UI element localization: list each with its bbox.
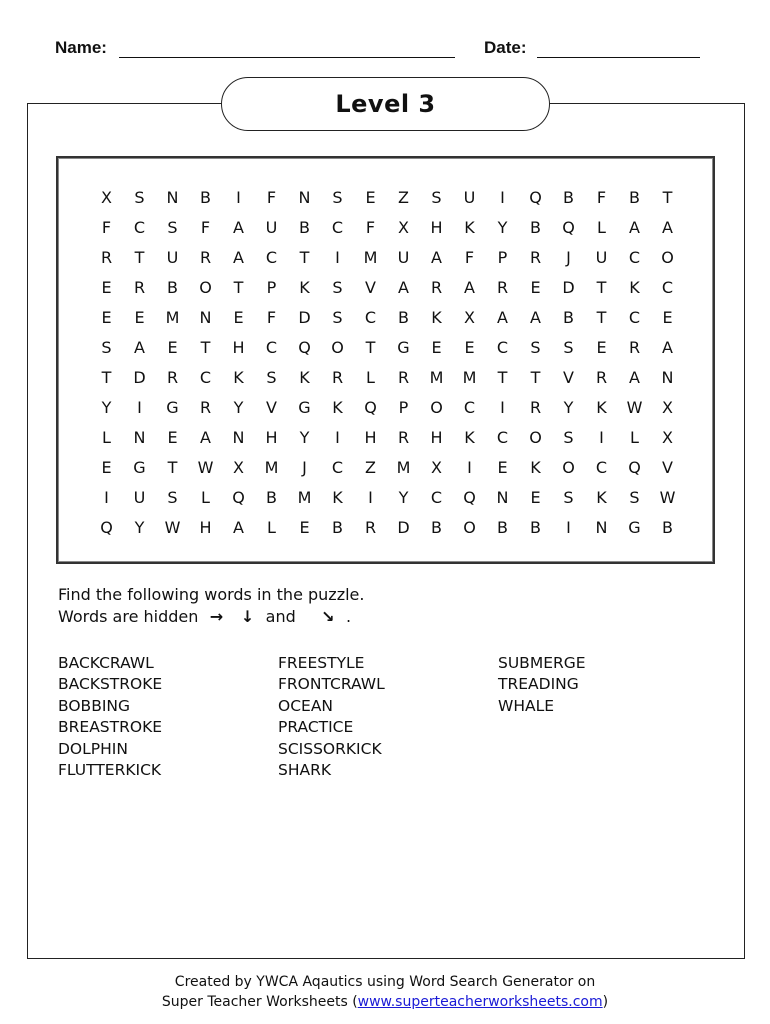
grid-letter[interactable]: C — [628, 308, 641, 327]
grid-letter[interactable]: K — [332, 488, 343, 507]
grid-letter[interactable]: A — [233, 218, 244, 237]
grid-letter[interactable]: N — [496, 488, 509, 507]
grid-letter[interactable]: C — [496, 338, 509, 357]
grid-letter[interactable]: G — [298, 398, 311, 417]
grid-letter[interactable]: F — [596, 188, 607, 207]
grid-letter[interactable]: M — [264, 458, 279, 477]
grid-letter[interactable]: F — [365, 218, 376, 237]
grid-letter[interactable]: E — [365, 188, 376, 207]
grid-letter[interactable]: B — [563, 188, 574, 207]
word-list-item: PRACTICE — [278, 718, 354, 737]
grid-letter[interactable]: O — [199, 278, 212, 297]
grid-letter[interactable]: L — [201, 488, 210, 507]
grid-letter[interactable]: O — [430, 398, 443, 417]
grid-letter[interactable]: I — [137, 398, 142, 417]
grid-letter[interactable]: Q — [298, 338, 311, 357]
grid-letter[interactable]: S — [266, 368, 277, 387]
grid-letter[interactable]: V — [266, 398, 277, 417]
grid-letter[interactable]: S — [563, 428, 574, 447]
grid-letter[interactable]: A — [134, 338, 145, 357]
grid-letter[interactable]: G — [166, 398, 179, 417]
word-list-item: DOLPHIN — [58, 739, 128, 758]
grid-letter[interactable]: D — [298, 308, 311, 327]
grid-letter[interactable]: T — [299, 248, 310, 267]
word-list-item: BACKSTROKE — [58, 675, 163, 694]
grid-letter[interactable]: C — [199, 368, 212, 387]
grid-letter[interactable]: C — [661, 278, 674, 297]
grid-letter[interactable]: C — [364, 308, 377, 327]
grid-letter[interactable]: O — [562, 458, 575, 477]
word-list-item: FREESTYLE — [278, 654, 365, 672]
grid-letter[interactable]: X — [101, 188, 112, 207]
grid-letter[interactable]: E — [530, 488, 541, 507]
word-list-column-1 — [58, 653, 268, 781]
grid-row — [90, 453, 684, 483]
grid-letter[interactable]: E — [167, 428, 178, 447]
grid-letter[interactable]: T — [167, 458, 178, 477]
grid-letter[interactable]: U — [133, 488, 146, 507]
grid-letter[interactable]: N — [199, 308, 212, 327]
grid-letter[interactable]: S — [332, 278, 343, 297]
grid-letter[interactable]: K — [332, 398, 343, 417]
grid-letter[interactable]: R — [397, 368, 410, 387]
grid-letter[interactable]: A — [431, 248, 442, 267]
grid-letter[interactable]: C — [496, 428, 509, 447]
grid-letter[interactable]: J — [566, 248, 571, 267]
grid-letter[interactable]: J — [302, 458, 307, 477]
grid-letter[interactable]: R — [430, 278, 443, 297]
grid-letter[interactable]: X — [233, 458, 244, 477]
grid-letter[interactable]: C — [265, 248, 278, 267]
grid-row — [90, 483, 684, 513]
grid-letter[interactable]: F — [266, 308, 277, 327]
grid-row — [90, 333, 684, 363]
grid-letter[interactable]: K — [431, 308, 442, 327]
grid-letter[interactable]: K — [464, 428, 475, 447]
grid-letter[interactable]: R — [529, 398, 542, 417]
grid-letter[interactable]: R — [364, 518, 377, 537]
grid-letter[interactable]: B — [266, 488, 277, 507]
grid-letter[interactable]: H — [199, 518, 212, 537]
grid-letter[interactable]: E — [497, 458, 508, 477]
header-row — [55, 38, 705, 64]
grid-letter[interactable]: A — [629, 368, 640, 387]
grid-letter[interactable]: A — [233, 248, 244, 267]
grid-letter[interactable]: U — [595, 248, 608, 267]
grid-letter[interactable]: B — [563, 308, 574, 327]
grid-letter[interactable]: P — [266, 278, 277, 297]
grid-letter[interactable]: T — [596, 278, 607, 297]
instructions-line-1: Find the following words in the puzzle. — [58, 585, 365, 604]
grid-letter[interactable]: D — [133, 368, 146, 387]
grid-letter[interactable]: B — [200, 188, 211, 207]
grid-letter[interactable]: O — [463, 518, 476, 537]
grid-letter[interactable]: T — [497, 368, 508, 387]
grid-letter[interactable]: K — [233, 368, 244, 387]
grid-row — [90, 303, 684, 333]
instructions-prefix: Words are hidden — [58, 607, 199, 626]
grid-letter[interactable]: K — [464, 218, 475, 237]
grid-letter[interactable]: Y — [233, 398, 244, 417]
word-list-item: BOBBING — [58, 696, 131, 715]
word-list-column-2 — [278, 653, 488, 781]
grid-letter[interactable]: S — [134, 188, 145, 207]
arrow-diagonal-icon: ↘ — [321, 607, 335, 626]
instructions-suffix: . — [345, 607, 352, 626]
grid-letter[interactable]: Y — [101, 398, 112, 417]
grid-letter[interactable]: I — [599, 428, 604, 447]
grid-letter[interactable]: Q — [232, 488, 245, 507]
grid-letter[interactable]: A — [464, 278, 475, 297]
grid-letter[interactable]: K — [596, 398, 607, 417]
grid-letter[interactable]: W — [164, 518, 181, 537]
grid-letter[interactable]: I — [335, 428, 340, 447]
word-list-item: OCEAN — [278, 696, 334, 715]
grid-letter[interactable]: H — [265, 428, 278, 447]
grid-letter[interactable]: Q — [100, 518, 113, 537]
grid-letter[interactable]: I — [368, 488, 373, 507]
grid-letter[interactable]: K — [299, 278, 310, 297]
grid-letter[interactable]: S — [629, 488, 640, 507]
grid-letter[interactable]: L — [630, 428, 639, 447]
grid-letter[interactable]: Q — [562, 218, 575, 237]
grid-letter[interactable]: X — [662, 398, 673, 417]
grid-letter[interactable]: D — [562, 278, 575, 297]
grid-letter[interactable]: C — [331, 218, 344, 237]
grid-letter[interactable]: O — [529, 428, 542, 447]
level-title-text: Level 3 — [335, 90, 436, 118]
grid-letter[interactable]: H — [430, 428, 443, 447]
grid-letter[interactable]: B — [431, 518, 442, 537]
grid-row — [90, 423, 684, 453]
grid-letter[interactable]: B — [398, 308, 409, 327]
grid-letter[interactable]: U — [265, 218, 278, 237]
grid-letter[interactable]: F — [101, 218, 112, 237]
grid-letter[interactable]: E — [101, 278, 112, 297]
grid-letter[interactable]: B — [332, 518, 343, 537]
grid-letter[interactable]: S — [167, 218, 178, 237]
grid-letter[interactable]: Z — [365, 458, 376, 477]
grid-letter[interactable]: W — [626, 398, 643, 417]
grid-letter[interactable]: W — [197, 458, 214, 477]
grid-letter[interactable]: T — [530, 368, 541, 387]
grid-letter[interactable]: C — [430, 488, 443, 507]
grid-letter[interactable]: R — [496, 278, 509, 297]
grid-letter[interactable]: U — [166, 248, 179, 267]
grid-letter[interactable]: A — [662, 338, 673, 357]
word-list-item: SHARK — [278, 760, 332, 779]
grid-letter[interactable]: X — [464, 308, 475, 327]
footer-suffix: ) — [602, 994, 609, 1010]
grid-letter[interactable]: E — [299, 518, 310, 537]
grid-letter[interactable]: K — [629, 278, 640, 297]
grid-letter[interactable]: O — [331, 338, 344, 357]
grid-letter[interactable]: S — [101, 338, 112, 357]
grid-letter[interactable]: B — [167, 278, 178, 297]
grid-letter[interactable]: A — [662, 218, 673, 237]
grid-letter[interactable]: N — [133, 428, 146, 447]
grid-row — [90, 273, 684, 303]
grid-letter[interactable]: Q — [628, 458, 641, 477]
date-field[interactable] — [537, 57, 700, 58]
word-list-column-3 — [498, 653, 708, 717]
grid-letter[interactable]: X — [662, 428, 673, 447]
grid-letter[interactable]: Q — [463, 488, 476, 507]
grid-letter[interactable]: E — [530, 278, 541, 297]
grid-letter[interactable]: S — [332, 308, 343, 327]
level-title — [221, 77, 550, 131]
grid-letter[interactable]: Q — [529, 188, 542, 207]
grid-letter[interactable]: Y — [299, 428, 310, 447]
grid-letter[interactable]: R — [529, 248, 542, 267]
grid-letter[interactable]: E — [233, 308, 244, 327]
grid-letter[interactable]: Y — [563, 398, 574, 417]
grid-letter[interactable]: P — [398, 398, 409, 417]
grid-letter[interactable]: C — [463, 398, 476, 417]
grid-letter[interactable]: R — [199, 398, 212, 417]
grid-letter[interactable]: V — [365, 278, 376, 297]
footer-line-2 — [0, 992, 770, 1012]
grid-letter[interactable]: H — [364, 428, 377, 447]
grid-letter[interactable]: G — [133, 458, 146, 477]
grid-letter[interactable]: E — [101, 458, 112, 477]
grid-letter[interactable]: C — [133, 218, 146, 237]
grid-letter[interactable]: Q — [364, 398, 377, 417]
grid-letter[interactable]: Y — [497, 218, 508, 237]
grid-letter[interactable]: T — [200, 338, 211, 357]
grid-row — [90, 243, 684, 273]
instructions-and: and — [265, 607, 296, 626]
grid-letter[interactable]: L — [597, 218, 606, 237]
grid-letter[interactable]: F — [464, 248, 475, 267]
grid-letter[interactable]: K — [299, 368, 310, 387]
grid-letter[interactable]: E — [101, 308, 112, 327]
grid-letter[interactable]: K — [596, 488, 607, 507]
grid-letter[interactable]: G — [628, 518, 641, 537]
grid-letter[interactable]: T — [233, 278, 244, 297]
grid-letter[interactable]: I — [104, 488, 109, 507]
grid-letter[interactable]: U — [463, 188, 476, 207]
grid-row — [90, 513, 684, 543]
grid-letter[interactable]: E — [167, 338, 178, 357]
name-label: Name: — [55, 38, 107, 57]
grid-letter[interactable]: R — [133, 278, 146, 297]
grid-letter[interactable]: H — [232, 338, 245, 357]
grid-letter[interactable]: P — [497, 248, 508, 267]
grid-letter[interactable]: W — [659, 488, 676, 507]
grid-letter[interactable]: C — [265, 338, 278, 357]
grid-letter[interactable]: A — [398, 278, 409, 297]
grid-letter[interactable]: F — [200, 218, 211, 237]
word-list-item: SCISSORKICK — [278, 739, 382, 758]
footer — [0, 972, 770, 1012]
grid-letter[interactable]: V — [662, 458, 673, 477]
grid-letter[interactable]: B — [530, 218, 541, 237]
word-list-item: BREASTROKE — [58, 718, 163, 737]
grid-letter[interactable]: I — [500, 188, 505, 207]
grid-letter[interactable]: T — [662, 188, 673, 207]
grid-letter[interactable]: F — [266, 188, 277, 207]
grid-letter[interactable]: N — [166, 188, 179, 207]
grid-letter[interactable]: V — [563, 368, 574, 387]
grid-letter[interactable]: R — [166, 368, 179, 387]
grid-letter[interactable]: S — [431, 188, 442, 207]
instructions-line-2 — [58, 606, 658, 628]
grid-letter[interactable]: A — [530, 308, 541, 327]
grid-letter[interactable]: B — [662, 518, 673, 537]
word-list-item: SUBMERGE — [498, 654, 586, 672]
grid-letter[interactable]: A — [497, 308, 508, 327]
grid-letter[interactable]: A — [629, 218, 640, 237]
grid-letter[interactable]: X — [398, 218, 409, 237]
grid-letter[interactable]: R — [199, 248, 212, 267]
footer-prefix: Super Teacher Worksheets ( — [161, 994, 358, 1010]
grid-letter[interactable]: Y — [134, 518, 145, 537]
grid-letter[interactable]: O — [661, 248, 674, 267]
grid-letter[interactable]: D — [397, 518, 410, 537]
grid-letter[interactable]: A — [233, 518, 244, 537]
grid-letter[interactable]: R — [331, 368, 344, 387]
grid-letter[interactable]: R — [397, 428, 410, 447]
grid-letter[interactable]: E — [134, 308, 145, 327]
grid-letter[interactable]: B — [299, 218, 310, 237]
grid-letter[interactable]: U — [397, 248, 410, 267]
grid-letter[interactable]: I — [335, 248, 340, 267]
grid-letter[interactable]: N — [661, 368, 674, 387]
word-list-item: WHALE — [498, 696, 555, 715]
grid-letter[interactable]: B — [497, 518, 508, 537]
word-list-item: FLUTTERKICK — [58, 760, 162, 779]
grid-letter[interactable]: E — [464, 338, 475, 357]
grid-letter[interactable]: E — [596, 338, 607, 357]
footer-link[interactable]: www.superteacherworksheets.com — [357, 994, 603, 1010]
grid-letter[interactable]: M — [462, 368, 477, 387]
word-list-item: TREADING — [498, 675, 579, 694]
grid-letter[interactable]: M — [363, 248, 378, 267]
date-label: Date: — [484, 38, 527, 57]
grid-row — [90, 183, 684, 213]
word-list-item: BACKCRAWL — [58, 654, 154, 672]
grid-letter[interactable]: E — [431, 338, 442, 357]
grid-letter[interactable]: H — [430, 218, 443, 237]
footer-line-1: Created by YWCA Aqautics using Word Search Generator on — [174, 974, 596, 990]
grid-letter[interactable]: I — [467, 458, 472, 477]
grid-letter[interactable]: I — [500, 398, 505, 417]
instructions — [58, 584, 658, 628]
grid-letter[interactable]: N — [595, 518, 608, 537]
name-field[interactable] — [119, 57, 455, 58]
grid-letter[interactable]: T — [101, 368, 112, 387]
grid-letter[interactable]: C — [628, 248, 641, 267]
grid-letter[interactable]: M — [396, 458, 411, 477]
grid-letter[interactable]: M — [297, 488, 312, 507]
grid-letter[interactable]: S — [167, 488, 178, 507]
grid-letter[interactable]: M — [429, 368, 444, 387]
grid-letter[interactable]: C — [595, 458, 608, 477]
grid-letter[interactable]: T — [134, 248, 145, 267]
grid-letter[interactable]: R — [100, 248, 113, 267]
grid-row — [90, 213, 684, 243]
grid-letter[interactable]: Y — [398, 488, 409, 507]
grid-letter[interactable]: A — [200, 428, 211, 447]
grid-letter[interactable]: N — [298, 188, 311, 207]
arrow-right-icon: → — [209, 607, 224, 626]
grid-letter[interactable]: S — [563, 338, 574, 357]
grid-letter[interactable]: N — [232, 428, 245, 447]
grid-letter[interactable]: B — [530, 518, 541, 537]
grid-letter[interactable]: S — [530, 338, 541, 357]
arrow-down-icon: ↓ — [240, 607, 255, 626]
grid-letter[interactable]: T — [365, 338, 376, 357]
grid-letter[interactable]: R — [595, 368, 608, 387]
grid-letter[interactable]: I — [236, 188, 241, 207]
grid-letter[interactable]: L — [267, 518, 276, 537]
grid-letter[interactable]: S — [563, 488, 574, 507]
grid-letter[interactable]: C — [331, 458, 344, 477]
grid-row — [90, 363, 684, 393]
grid-letter[interactable]: R — [628, 338, 641, 357]
grid-row — [90, 393, 684, 423]
grid-letter[interactable]: K — [530, 458, 541, 477]
grid-letter[interactable]: I — [566, 518, 571, 537]
grid-letter[interactable]: E — [662, 308, 673, 327]
grid-letter[interactable]: S — [332, 188, 343, 207]
grid-letter[interactable]: G — [397, 338, 410, 357]
grid-letter[interactable]: L — [366, 368, 375, 387]
letter-grid — [90, 183, 684, 543]
word-list-item: FRONTCRAWL — [278, 675, 385, 694]
grid-letter[interactable]: T — [596, 308, 607, 327]
grid-letter[interactable]: Z — [398, 188, 409, 207]
grid-letter[interactable]: M — [165, 308, 180, 327]
grid-letter[interactable]: X — [431, 458, 442, 477]
grid-letter[interactable]: B — [629, 188, 640, 207]
grid-letter[interactable]: L — [102, 428, 111, 447]
